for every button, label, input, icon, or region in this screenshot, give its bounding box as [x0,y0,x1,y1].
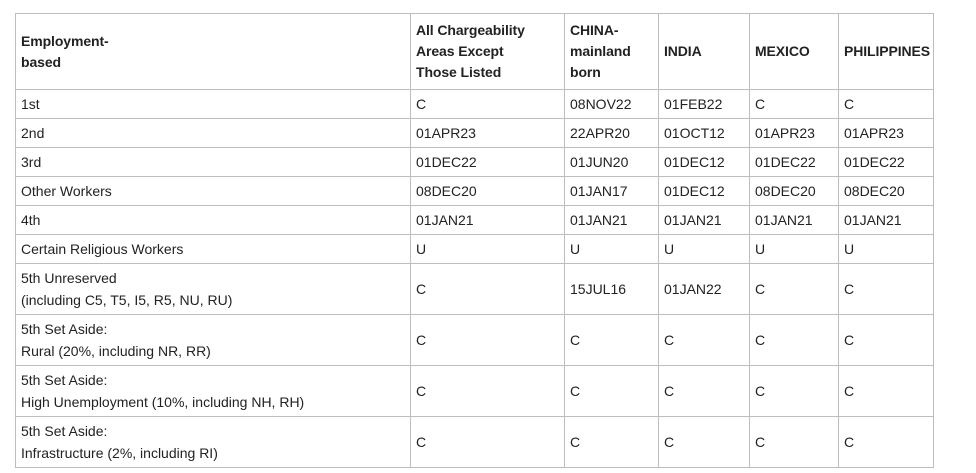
row-label [16,264,411,315]
row-label-line: Infrastructure (2%, including RI) [21,445,218,461]
cell-all-chargeability: 01APR23 [411,119,565,148]
cell-philippines: 01APR23 [839,119,934,148]
row-label: 3rd [16,148,411,177]
table-row [16,264,934,315]
cell-all-chargeability: U [411,235,565,264]
row-label-line: 5th Set Aside: [21,423,108,439]
row-label [16,315,411,366]
header-line: based [21,53,61,70]
cell-india: 01OCT12 [659,119,750,148]
cell-india: C [659,315,750,366]
row-label-line: Rural (20%, including NR, RR) [21,343,211,359]
cell-india: C [659,366,750,417]
table-row [16,177,934,206]
row-label [16,417,411,468]
row-label-line: 5th Set Aside: [21,321,108,337]
cell-india: 01JAN21 [659,206,750,235]
cell-philippines: C [839,90,934,119]
cell-india: C [659,417,750,468]
header-line: mainland [570,43,631,59]
cell-mexico: C [750,366,839,417]
cell-india: U [659,235,750,264]
cell-mexico: 01DEC22 [750,148,839,177]
cell-mexico: 01APR23 [750,119,839,148]
cell-all-chargeability: C [411,366,565,417]
row-label: Certain Religious Workers [16,235,411,264]
cell-all-chargeability: C [411,90,565,119]
header-line: All Chargeability [416,22,525,38]
header-india [659,14,750,90]
cell-china: 01JAN17 [565,177,659,206]
row-label [16,366,411,417]
header-line: Employment- [21,32,109,49]
cell-philippines: 01JAN21 [839,206,934,235]
cell-all-chargeability: C [411,315,565,366]
header-row [16,14,934,90]
cell-india: 01FEB22 [659,90,750,119]
header-china [565,14,659,90]
row-label: Other Workers [16,177,411,206]
employment-based-dates-table [15,13,934,468]
table-row [16,148,934,177]
cell-mexico: 01JAN21 [750,206,839,235]
cell-china: 15JUL16 [565,264,659,315]
cell-philippines: U [839,235,934,264]
header-all-chargeability [411,14,565,90]
row-label-line: High Unemployment (10%, including NH, RH) [21,394,305,410]
cell-china: 01JUN20 [565,148,659,177]
header-line: MEXICO [755,43,810,59]
header-line: PHILIPPINES [844,43,931,59]
visa-bulletin-table-container [15,13,934,468]
header-philippines [839,14,934,90]
cell-mexico: C [750,264,839,315]
cell-india: 01DEC12 [659,148,750,177]
cell-all-chargeability: 01JAN21 [411,206,565,235]
cell-india: 01JAN22 [659,264,750,315]
table-row [16,235,934,264]
cell-mexico: C [750,315,839,366]
cell-mexico: U [750,235,839,264]
header-line: Those Listed [416,64,502,80]
cell-all-chargeability: 01DEC22 [411,148,565,177]
table-row [16,417,934,468]
row-label: 1st [16,90,411,119]
cell-china: 22APR20 [565,119,659,148]
header-mexico [750,14,839,90]
cell-philippines: C [839,264,934,315]
row-label: 4th [16,206,411,235]
table-row [16,206,934,235]
cell-china: 01JAN21 [565,206,659,235]
header-line: Areas Except [416,43,504,59]
row-label-line: (including C5, T5, I5, R5, NU, RU) [21,292,233,308]
header-line: born [570,64,601,80]
cell-all-chargeability: 08DEC20 [411,177,565,206]
cell-philippines: 08DEC20 [839,177,934,206]
cell-china: C [565,315,659,366]
row-label-line: 5th Set Aside: [21,372,108,388]
cell-all-chargeability: C [411,417,565,468]
cell-china: C [565,366,659,417]
header-line: CHINA- [570,22,619,38]
cell-philippines: 01DEC22 [839,148,934,177]
cell-philippines: C [839,417,934,468]
cell-india: 01DEC12 [659,177,750,206]
row-label-line: 5th Unreserved [21,270,117,286]
table-row [16,119,934,148]
table-row [16,90,934,119]
cell-china: 08NOV22 [565,90,659,119]
row-label: 2nd [16,119,411,148]
cell-mexico: 08DEC20 [750,177,839,206]
header-line: INDIA [664,43,702,59]
cell-philippines: C [839,366,934,417]
cell-all-chargeability: C [411,264,565,315]
header-employment-based [16,14,411,90]
cell-china: U [565,235,659,264]
cell-mexico: C [750,90,839,119]
cell-china: C [565,417,659,468]
table-row [16,315,934,366]
cell-mexico: C [750,417,839,468]
table-row [16,366,934,417]
cell-philippines: C [839,315,934,366]
